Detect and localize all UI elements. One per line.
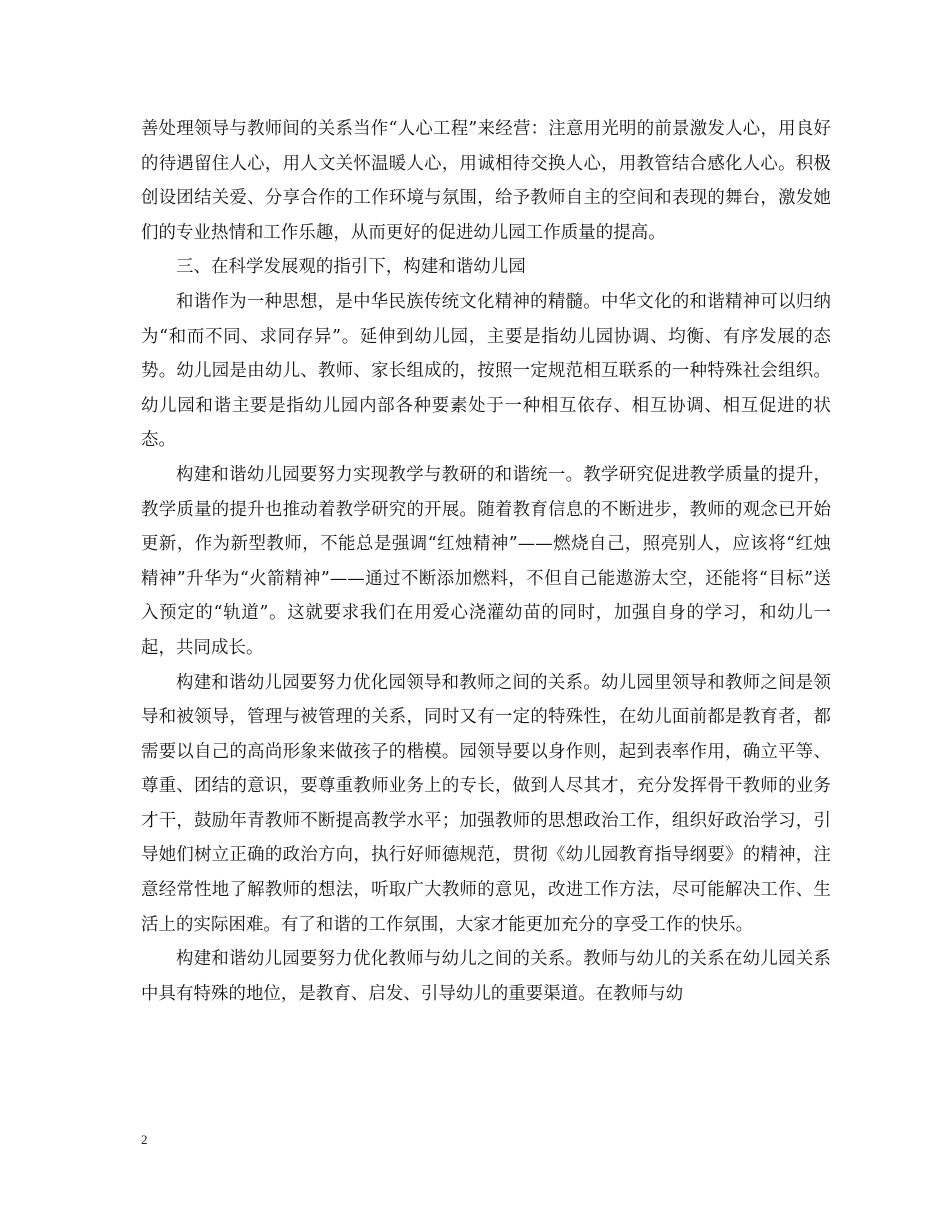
- paragraph-4: 构建和谐幼儿园要努力优化园领导和教师之间的关系。幼儿园里领导和教师之间是领导和被领导，管理与被管理的关系，同时又有一定的特殊性，在幼儿面前都是教育者，都需要以自己的高尚形象来做孩子的楷模。园领导要以身作则，起到表率作用，确立平等、尊重、团结的意识，要尊重教师业务上的专长，做到人尽其才，充分发挥骨干教师的业务才干，鼓励年青教师不断提高教学水平；加强教师的思想政治工作，组织好政治学习，引导她们树立正确的政治方向，执行好师德规范，贯彻《幼儿园教育指导纲要》的精神，注意经常性地了解教师的想法，听取广大教师的意见，改进工作方法，尽可能解决工作、生活上的实际困难。有了和谐的工作氛围，大家才能更加充分的享受工作的快乐。: [141, 672, 831, 935]
- section-heading: 三、在科学发展观的指引下，构建和谐幼儿园: [176, 257, 526, 278]
- paragraph-3: 构建和谐幼儿园要努力实现教学与教研的和谐统一。教学研究促进教学质量的提升，教学质量的提升也推动着教学研究的开展。随着教育信息的不断进步，教师的观念已开始更新，作为新型教师，不能总是强调“红烛精神”——燃烧自己，照亮别人，应该将“红烛精神”升华为“火箭精神”——通过不断添加燃料，不但自己能遨游太空，还能将“目标”送入预定的“轨道”。这就要求我们在用爱心浇灌幼苗的同时，加强自身的学习，和幼儿一起，共同成长。: [141, 464, 831, 658]
- paragraph-2: 和谐作为一种思想，是中华民族传统文化精神的精髓。中华文化的和谐精神可以归纳为“和而不同、求同存异”。延伸到幼儿园，主要是指幼儿园协调、均衡、有序发展的态势。幼儿园是由幼儿、教师、家长组成的，按照一定规范相互联系的一种特殊社会组织。幼儿园和谐主要是指幼儿园内部各种要素处于一种相互依存、相互协调、相互促进的状态。: [141, 291, 831, 451]
- paragraph-5: 构建和谐幼儿园要努力优化教师与幼儿之间的关系。教师与幼儿的关系在幼儿园关系中具有特殊的地位，是教育、启发、引导幼儿的重要渠道。在教师与幼: [141, 949, 831, 1004]
- document-body: [141, 112, 831, 1011]
- page-number: 2: [141, 1132, 148, 1147]
- paragraph-1: 善处理领导与教师间的关系当作“人心工程”来经营：注意用光明的前景激发人心，用良好的待遇留住人心，用人文关怀温暖人心，用诚相待交换人心，用教管结合感化人心。积极创设团结关爱、分享合作的工作环境与氛围，给予教师自主的空间和表现的舞台，激发她们的专业热情和工作乐趣，从而更好的促进幼儿园工作质量的提高。: [141, 119, 831, 243]
